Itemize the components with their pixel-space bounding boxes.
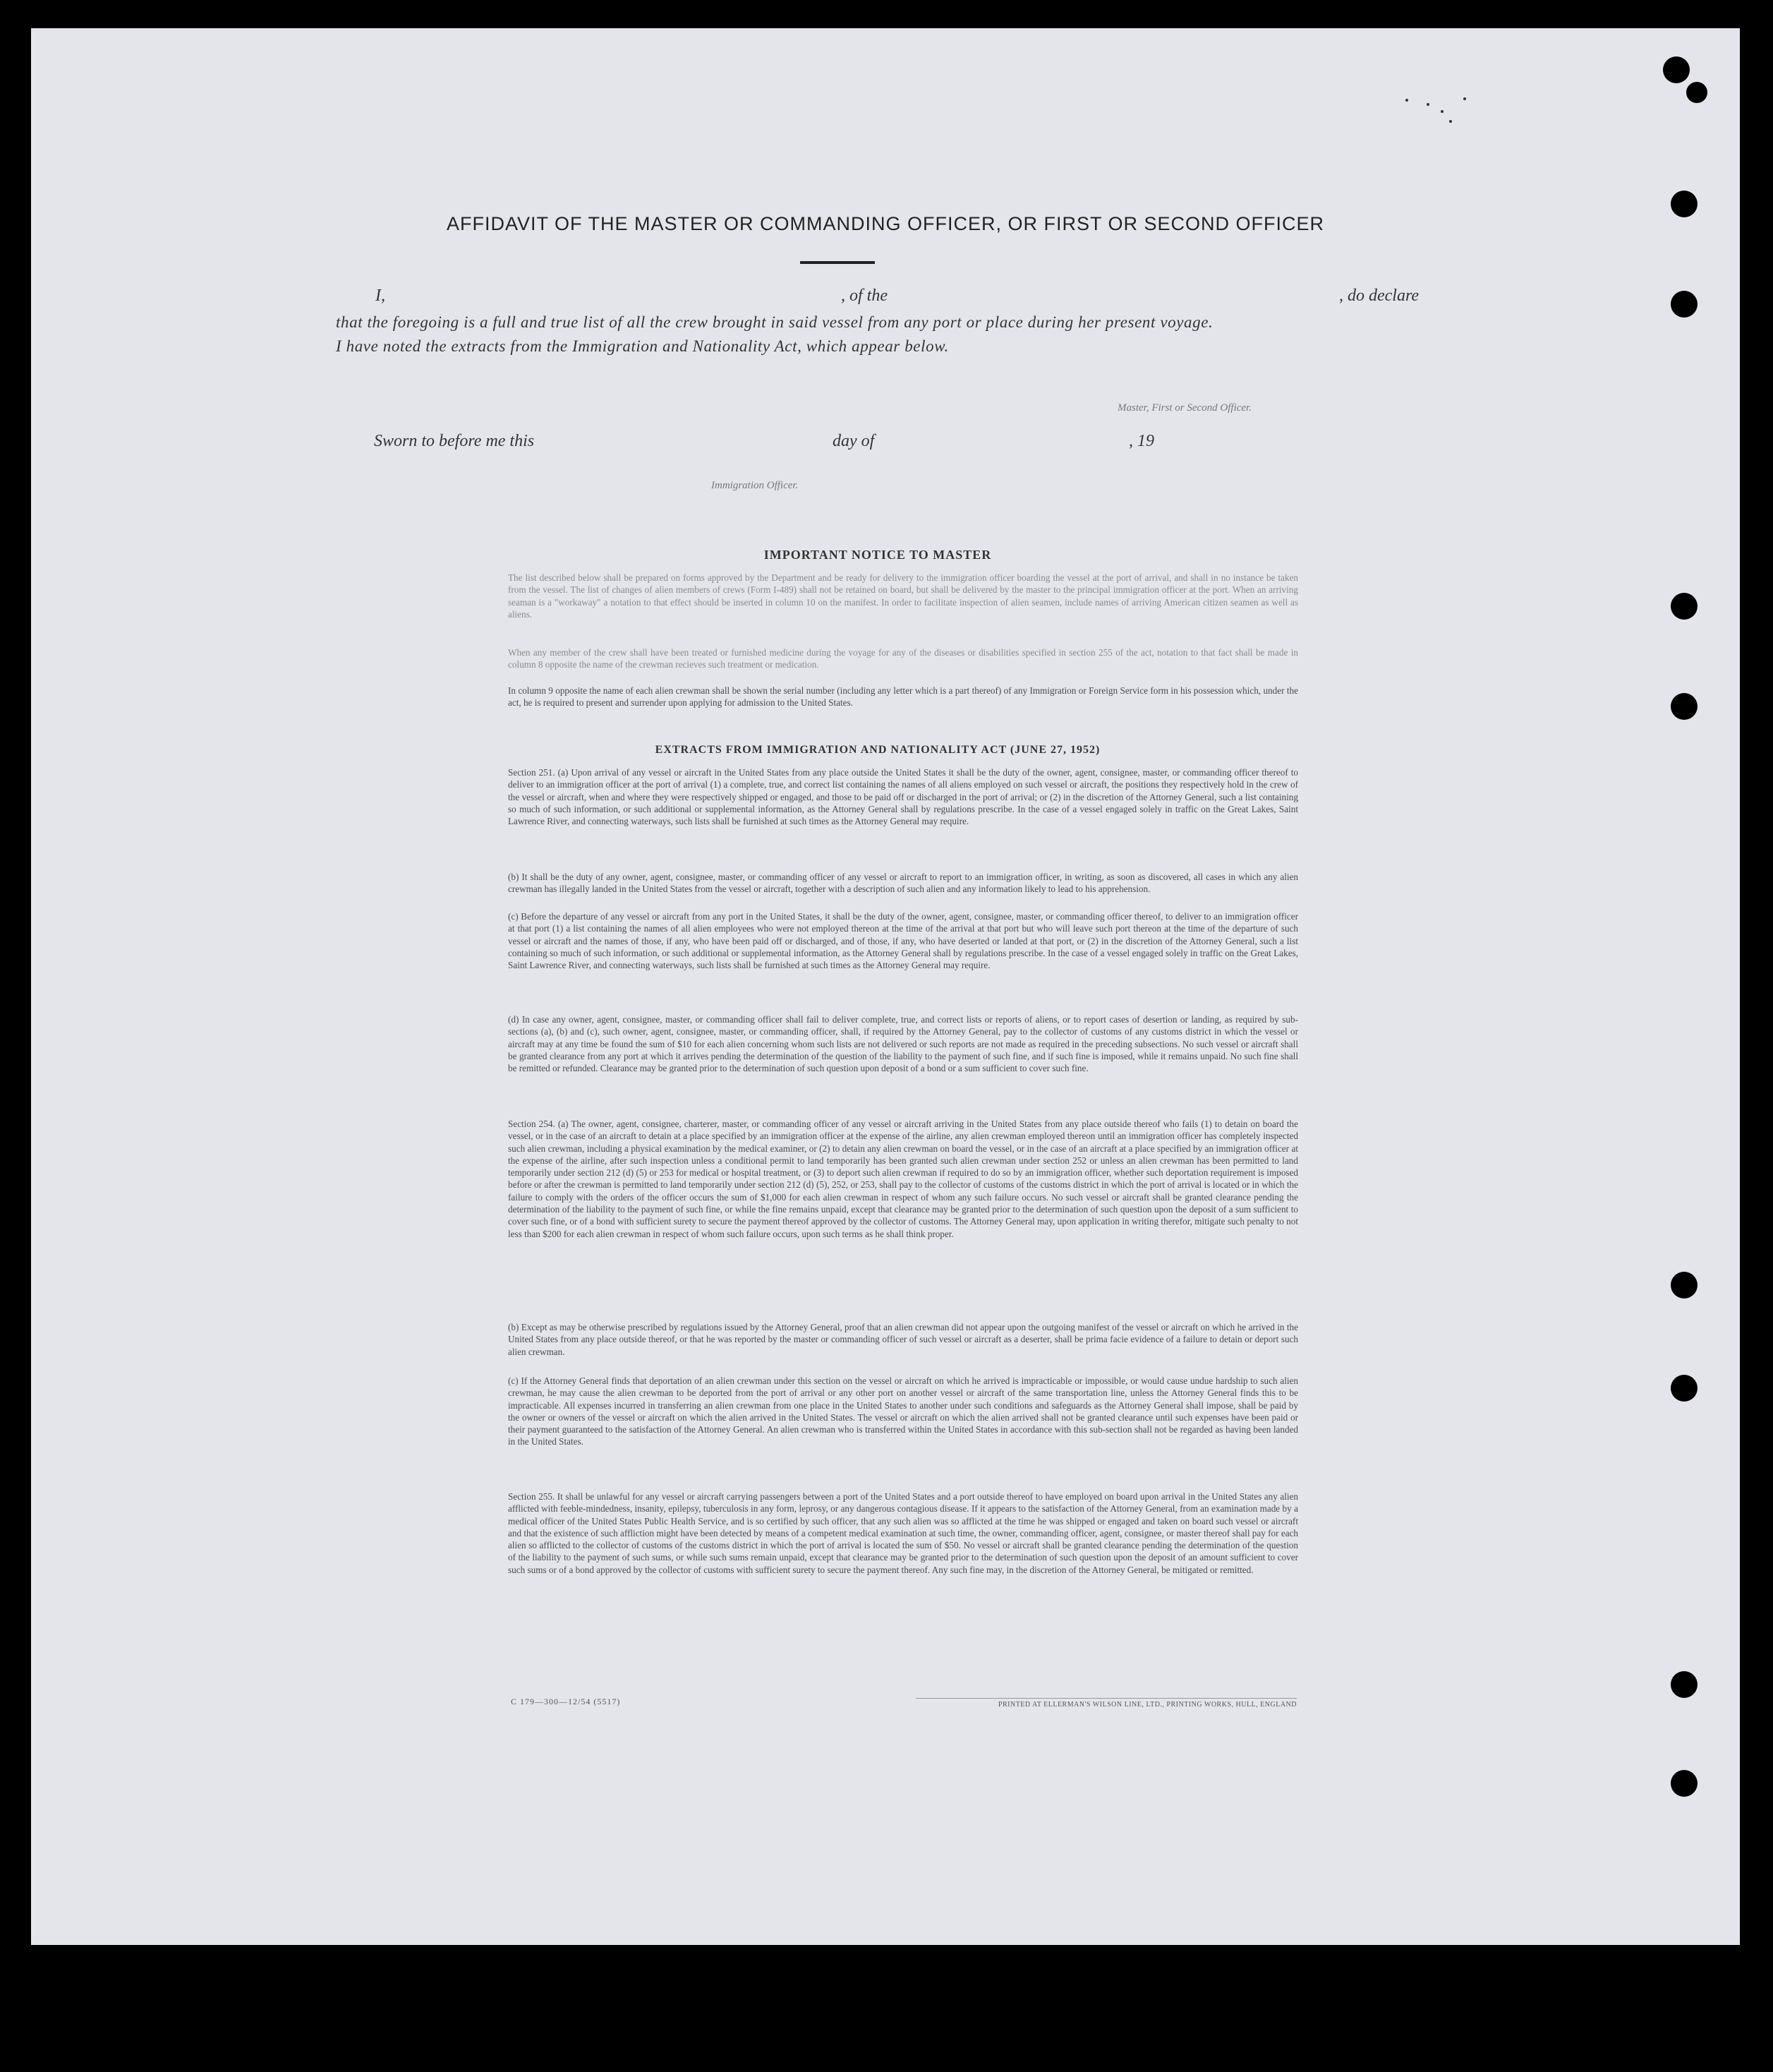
extract-section-254b: (b) Except as may be otherwise prescribed by regulations issued by the Attorney General, proof that an alien crewman did not appear upon the outgoing manifest of the vessel or aircraft on which he arrived in the United States from any place outside thereof, or that he was reported by the master or commanding officer of such vessel or aircraft as a deserter, shall be prima facie evidence of a failure to detain or deport such alien crewman. <box>508 1322 1298 1357</box>
extract-section-251b: (b) It shall be the duty of any owner, agent, consignee, master, or commanding officer of any vessel or aircraft to report to an immigration officer, in writing, as soon as discovered, all cases in which any alien crewman has illegally landed in the United States from the vessel or aircraft, together with a description of such alien and any information likely to lead to his apprehension. <box>508 872 1298 895</box>
extract-section-251a: Section 251. (a) Upon arrival of any vessel or aircraft in the United States from any place outside the United States it shall be the duty of the owner, agent, consignee, master, or commanding officer thereof to deliver to an immigration officer at the port of arrival (1) a complete, true, and correct list containing the names of all aliens employed on such vessel or aircraft, the positions they respectively hold in the crew of the vessel or aircraft, when and where they were respectively shipped or engaged, and those to be paid off or discharged in the port of arrival; or (2) in the discretion of the Attorney General, such a list containing so much of such information, or such additional or supplemental information, as the Attorney General shall by regulations prescribe. In the case of a vessel engaged solely in traffic on the Great Lakes, Saint Lawrence River, and connecting waterways, such lists shall be furnished at such times as the Attorney General may require. <box>508 767 1298 827</box>
master-signature-label: Master, First or Second Officer. <box>1118 402 1252 414</box>
affidavit-title: AFFIDAVIT OF THE MASTER OR COMMANDING OFFICER, OR FIRST OR SECOND OFFICER <box>446 213 1325 234</box>
extract-section-254c: (c) If the Attorney General finds that deportation of an alien crewman under this section on the vessel or aircraft on which he arrived is impracticable or impossible, or would cause undue hardship to such alien crewman, he may cause the alien crewman to be deported from the port of arrival or any other port on another vessel or aircraft of the same transportation line, unless the Attorney General finds this to be impracticable. All expenses incurred in transferring an alien crewman from one place in the United States to another under such conditions and safeguards as the Attorney General shall impose, shall be paid by the owner or owners of the vessel or aircraft on which the alien arrived in the United States. The vessel or aircraft on which the alien arrived shall not be granted clearance until such expenses have been paid or their payment guaranteed to the satisfaction of the Attorney General. An alien crewman who is transferred within the United States in accordance with this sub-section shall not be regarded as having been landed in the United States. <box>508 1375 1298 1447</box>
extract-section-251d: (d) In case any owner, agent, consignee, master, or commanding officer shall fail to deliver complete, true, and correct lists or reports of aliens, or to report cases of desertion or landing, as required by sub-sections (a), (b) and (c), such owner, agent, consignee, master, or commanding officer, shall, if required by the Attorney General, pay to the collector of customs of any customs district in which the vessel or aircraft may at any time be found the sum of $10 for each alien concerning whom such lists are not delivered or such reports are not made as required in the preceding subsections. No such vessel or aircraft shall be granted clearance from any port at which it arrives pending the determination of the question of the liability to the payment of such fine, and if such fine is imposed, while it remains unpaid. No such fine shall be remitted or refunded. Clearance may be granted prior to the determination of such question upon deposit of a bond or a sum sufficient to cover such fine. <box>508 1014 1298 1074</box>
speck <box>1441 110 1444 113</box>
punch-hole-10 <box>1671 1770 1698 1797</box>
punch-hole-8 <box>1671 1375 1698 1402</box>
punch-hole-9 <box>1671 1671 1698 1698</box>
notice-heading: IMPORTANT NOTICE TO MASTER <box>763 548 992 562</box>
extracts-heading: EXTRACTS FROM IMMIGRATION AND NATIONALITY ACT (JUNE 27, 1952) <box>655 744 1101 756</box>
form-number: C 179—300—12/54 (5517) <box>511 1697 621 1706</box>
declaration-i: I, <box>375 287 385 305</box>
day-of-label: day of <box>833 432 875 450</box>
extract-section-254a: Section 254. (a) The owner, agent, consignee, charterer, master, or commanding officer of any vessel or aircraft arriving in the United States from any place outside thereof who fails (1) to detain on board the vessel, or in the case of an aircraft to detain at a place specified by an immigration officer at the expense of the airline, any alien crewman employed thereon until an immigration officer has completely inspected such alien crewman, including a physical examination by the medical examiner, or (2) to detain any alien crewman on board the vessel, or in the case of an aircraft at a place specified by an immigration officer at the expense of the airline, after such inspection unless a conditional permit to land temporarily has been granted such alien crewman under section 252 or unless an alien crewman has been permitted to land temporarily under section 212 (d) (5) or 253 for medical or hospital treatment, or (3) to deport such alien crewman if required to do so by an immigration officer, whether such deportation requirement is imposed before or after the crewman is permitted to land temporarily under section 212 (d) (5), 252, or 253, shall pay to the collector of customs of the customs district in which the port of arrival is located or in which the failure to comply with the orders of the officer occurs the sum of $1,000 for each alien crewman in respect of whom any such failure occurs. No such vessel or aircraft shall be granted clearance pending the determination of the liability to the payment of such fine, or while the fine remains unpaid, except that clearance may be granted prior to the determination of such question upon the deposit of a sum sufficient to cover such fine, or of a bond with sufficient surety to secure the payment thereof approved by the collector of customs. The Attorney General may, upon application in writing therefor, mitigate such penalty to not less than $200 for each alien crewman in respect of whom such failure occurs, upon such terms as he shall think proper. <box>508 1119 1298 1239</box>
extract-section-255: Section 255. It shall be unlawful for any vessel or aircraft carrying passengers between a port of the United States and a port outside thereof to have employed on board upon arrival in the United States any alien afflicted with feeble-mindedness, insanity, epilepsy, tuberculosis in any form, leprosy, or any dangerous contagious disease. If it appears to the satisfaction of the Attorney General, from an examination made by a medical officer of the United States Public Health Service, and is so certified by such officer, that any such alien was so afflicted at the time he was shipped or engaged and taken on board such vessel or aircraft and that the existence of such affliction might have been detected by means of a competent medical examination at such time, the owner, commanding officer, agent, consignee, or master thereof shall pay for each alien so afflicted to the collector of customs of the customs district in which the port of arrival is located the sum of $50. No vessel or aircraft shall be granted clearance pending the determination of the question of the liability to the payment of such sums, or while such sums remain unpaid, except that clearance may be granted prior to the determination of such question upon the deposit of an amount sufficient to cover such sums or of a bond approved by the collector of customs with sufficient surety to secure the payment thereof. Any such fine may, in the discretion of the Attorney General, be mitigated or remitted. <box>508 1491 1298 1575</box>
document-page <box>31 28 1740 1945</box>
sworn-label: Sworn to before me this <box>374 432 535 450</box>
immigration-officer-label: Immigration Officer. <box>711 480 799 491</box>
punch-hole-2 <box>1686 82 1707 103</box>
title-underline <box>800 261 875 264</box>
speck <box>1449 120 1452 123</box>
notice-paragraph-3: In column 9 opposite the name of each alien crewman shall be shown the serial number (including any letter which is a part thereof) of any Immigration or Foreign Service form in his possession which, under the act, he is required to present and surrender upon applying for admission to the United States. <box>508 685 1298 709</box>
declaration-of-the: , of the <box>841 287 888 305</box>
speck <box>1427 103 1429 106</box>
year-label: , 19 <box>1129 432 1154 450</box>
notice-paragraph-1: The list described below shall be prepared on forms approved by the Department and be ready for delivery to the immigration officer boarding the vessel at the port of arrival, and shall in no instance be taken from the vessel. The list of changes of alien members of crews (Form I-489) shall not be retained on board, but shall be delivered by the master to the principal immigration officer at the port. When an arriving seaman is a "workaway" a notation to that effect should be inserted in column 10 on the manifest. In order to facilitate inspection of alien seamen, include names of arriving American citizen seamen as well as aliens. <box>508 572 1298 620</box>
declaration-line-3: I have noted the extracts from the Immigration and Nationality Act, which appear below. <box>336 337 949 355</box>
punch-hole-6 <box>1671 693 1698 720</box>
punch-hole-4 <box>1671 291 1698 318</box>
speck <box>1405 99 1408 102</box>
notice-paragraph-2: When any member of the crew shall have been treated or furnished medicine during the voyage for any of the diseases or disabilities specified in section 255 of the act, notation to that fact shall be made in column 8 opposite the name of the crewman recieves such treatment or medication. <box>508 647 1298 670</box>
extract-section-251c: (c) Before the departure of any vessel or aircraft from any port in the United States, it shall be the duty of the owner, agent, consignee, master, or commanding officer thereof, to deliver to an immigration officer at that port (1) a list containing the names of all alien employees who were not employed thereon at the time of the arrival at that port but who will leave such port thereon at the time of the departure of such vessel or aircraft and the names of those, if any, who have been paid off or discharged, and of those, if any, who have deserted or landed at that port, or (2) in the discretion of the Attorney General, such a list containing so much of such information, or such additional or supplemental information, as the Attorney General shall by regulations prescribe. In the case of a vessel engaged solely in traffic on the Great Lakes, Saint Lawrence River, and connecting waterways, such lists shall be furnished at such times as the Attorney General may require. <box>508 911 1298 971</box>
punch-hole-1 <box>1663 56 1690 83</box>
punch-hole-5 <box>1671 593 1698 620</box>
punch-hole-7 <box>1671 1272 1698 1299</box>
printer-imprint: PRINTED AT ELLERMAN'S WILSON LINE, LTD., PRINTING WORKS, HULL, ENGLAND <box>916 1698 1297 1709</box>
declaration-line-2: that the foregoing is a full and true list of all the crew brought in said vessel from any port or place during her present voyage. <box>336 313 1214 331</box>
declaration-do-declare: , do declare <box>1339 287 1420 305</box>
speck <box>1463 97 1466 100</box>
